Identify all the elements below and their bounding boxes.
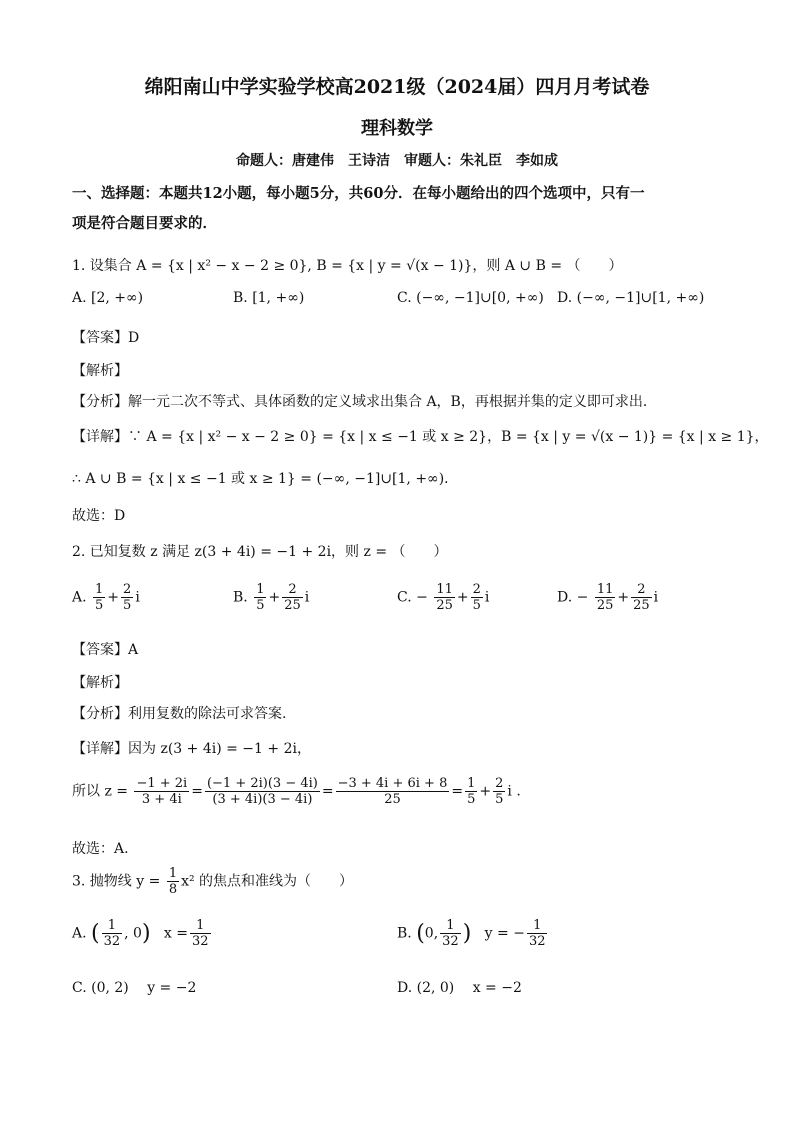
q3-option-a: A. ( $\frac{1}{32}$ , 0) x = $\frac{1}{32}$ [72,918,209,949]
q1-option-d: D. (−∞, −1]∪[1, +∞) [557,290,705,306]
q1-choose: 故选：D [72,508,126,524]
q3-option-c: C. (0, 2) y = −2 [72,980,197,996]
q1-option-b: B. [1, +∞) [233,290,305,306]
q1-answer: 【答案】D [72,330,140,346]
fraction: $\frac{1}{32}$ [528,918,546,949]
option-sign: − [416,589,428,606]
section-intro-line2: 项是符合题目要求的． [72,215,217,232]
q2-answer: 【答案】A [72,642,139,658]
q1-analysis: 【分析】解一元二次不等式、具体函数的定义域求出集合 A，B，再根据并集的定义即可求出． [72,394,657,410]
q2-detail-1: 【详解】因为 z(3 + 4i) = −1 + 2i， [72,741,311,757]
option-letter: A. [72,589,87,606]
option-letter: C. [397,589,412,606]
fraction: $\frac{1}{32}$ [103,918,121,949]
fraction: $\frac{11}{25}$ [436,582,453,613]
q1-detail-2: ∴ A ∪ B = {x | x ≤ −1 或 x ≥ 1} = (−∞, −1]∪[1, +∞)． [72,471,459,487]
q1-detail-1: 【详解】∵ A = {x | x² − x − 2 ≥ 0} = {x | x ≤ −1 或 x ≥ 2}，B = {x | y = √(x − 1)} = {x | x ≥ 1}， [72,429,769,445]
fraction: $\frac{11}{25}$ [596,582,614,613]
q2-detail-2: 所以 z = $\frac{-1 + 2i}{3 + 4i}$ = $\frac{(-1 + 2i)(3 - 4i)}{(3 + 4i)(3 - 4i)}$ = $\frac{-3 + 4i + 6i + 8}{25}$ = $\frac{1}{5}$ + $\frac{2}{5}$ i . [72,776,521,807]
fraction: $\frac{2}{25}$ [284,582,301,613]
q2-choose: 故选：A. [72,841,129,857]
fraction: $\frac{1}{32}$ [192,918,209,949]
q3-option-d: D. (2, 0) x = −2 [397,980,522,996]
fraction: $\frac{2}{5}$ [495,776,504,807]
q2-option-d: D. − $\frac{11}{25}$ + $\frac{2}{25}$ i [557,582,659,613]
exam-subject: 理科数学 [361,118,433,139]
fraction: $\frac{1}{5}$ [256,582,265,613]
fraction: $\frac{(-1 + 2i)(3 - 4i)}{(3 + 4i)(3 - 4i)}$ [206,776,318,807]
q2-jiexi: 【解析】 [72,675,128,691]
fraction: $\frac{1}{32}$ [442,918,459,949]
q1-option-c: C. (−∞, −1]∪[0, +∞) [397,290,544,306]
q2-stem: 2. 已知复数 z 满足 z(3 + 4i) = −1 + 2i，则 z = （ ） [72,544,448,560]
q2-option-a: A. $\frac{1}{5}$ + $\frac{2}{5}$ i [72,582,140,613]
fraction: $\frac{1}{8}$ [168,866,178,897]
q1-option-a: A. [2, +∞) [72,290,144,306]
option-letter: D. [557,589,573,606]
fraction: $\frac{2}{25}$ [633,582,650,613]
fraction: $\frac{-3 + 4i + 6i + 8}{25}$ [337,776,448,807]
q2-option-c: C. − $\frac{11}{25}$ + $\frac{2}{5}$ i [397,582,490,613]
fraction: $\frac{2}{5}$ [123,582,132,613]
fraction: $\frac{1}{5}$ [95,582,104,613]
q3-stem: 3. 抛物线 y = $\frac{1}{8}$ x² 的焦点和准线为（ ） [72,866,354,897]
q3-option-b: B. (0, $\frac{1}{32}$ ) y = − $\frac{1}{32}$ [397,918,546,949]
exam-title: 绵阳南山中学实验学校高2021级（2024届）四月月考试卷 [144,76,650,98]
fraction: $\frac{-1 + 2i}{3 + 4i}$ [136,776,188,807]
section-intro-line1: 一、选择题：本题共12小题，每小题5分，共60分．在每小题给出的四个选项中，只有一 [72,185,645,202]
q1-jiexi: 【解析】 [72,363,128,379]
q1-stem: 1. 设集合 A = {x | x² − x − 2 ≥ 0}, B = {x | y = √(x − 1)}，则 A ∪ B = （ ） [72,258,623,274]
option-letter: B. [233,589,248,606]
q2-option-b: B. $\frac{1}{5}$ + $\frac{2}{25}$ i [233,582,310,613]
fraction: $\frac{2}{5}$ [472,582,481,613]
exam-authors: 命题人：唐建伟 王诗洁 审题人：朱礼臣 李如成 [236,153,558,169]
q2-analysis: 【分析】利用复数的除法可求答案. [72,706,287,722]
option-sign: − [576,589,589,606]
fraction: $\frac{1}{5}$ [467,776,476,807]
